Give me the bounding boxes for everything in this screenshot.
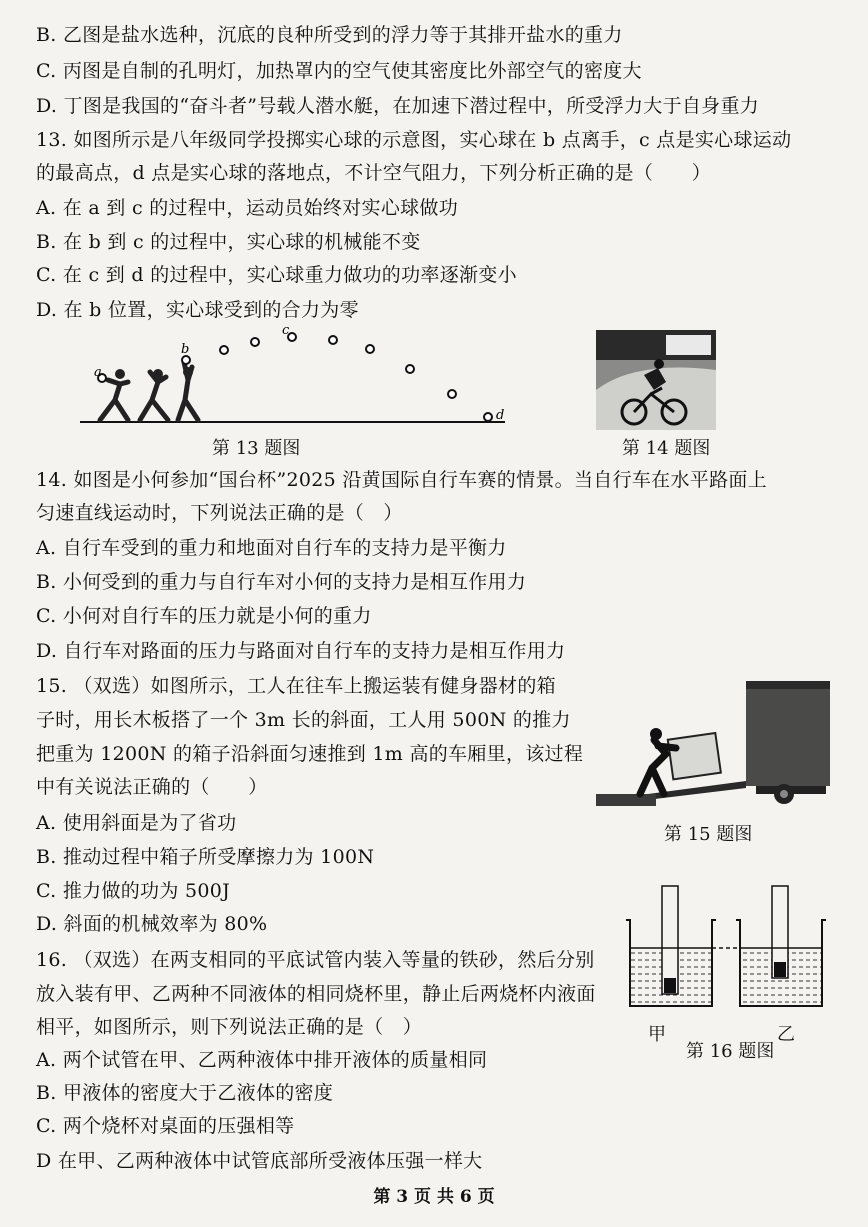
q13-option-b: B. 在 b 到 c 的过程中，实心球的机械能不变 (36, 231, 421, 253)
q14-stem-line2: 匀速直线运动时，下列说法正确的是（ ） (36, 502, 403, 524)
q16-stem-line3: 相平，如图所示，则下列说法正确的是（ ） (36, 1016, 423, 1038)
point-label-d: d (496, 408, 505, 423)
q14-option-a: A. 自行车受到的重力和地面对自行车的支持力是平衡力 (36, 537, 507, 559)
q15-option-a: A. 使用斜面是为了省功 (36, 812, 237, 834)
q15-stem-line4: 中有关说法正确的（ ） (36, 776, 268, 798)
q13-option-a: A. 在 a 到 c 的过程中，运动员始终对实心球做功 (36, 197, 459, 219)
point-label-a: a (94, 365, 102, 380)
q12-option-c: C. 丙图是自制的孔明灯，加热罩内的空气使其密度比外部空气的密度大 (36, 60, 642, 82)
q14-option-c: C. 小何对自行车的压力就是小何的重力 (36, 605, 372, 627)
q14-stem-line1: 14. 如图是小何参加“国台杯”2025 沿黄国际自行车赛的情景。当自行车在水平路面上 (36, 469, 767, 491)
q14-option-b: B. 小何受到的重力与自行车对小何的支持力是相互作用力 (36, 571, 527, 593)
q14-option-d: D. 自行车对路面的压力与路面对自行车的支持力是相互作用力 (36, 640, 566, 662)
q16-figure-caption: 第 16 题图 (686, 1041, 775, 1062)
q16-stem-line2: 放入装有甲、乙两种不同液体的相同烧杯里，静止后两烧杯内液面 (36, 983, 596, 1005)
page-footer: 第 3 页 共 6 页 (373, 1187, 495, 1207)
q12-option-b: B. 乙图是盐水选种，沉底的良种所受到的浮力等于其排开盐水的重力 (36, 24, 623, 46)
q13-figure-caption: 第 13 题图 (212, 438, 301, 459)
q16-stem-line1: 16. （双选）在两支相同的平底试管内装入等量的铁砂，然后分别 (36, 949, 595, 971)
q16-figure (616, 880, 832, 1020)
q14-photo (596, 330, 716, 430)
q13-stem-line2: 的最高点，d 点是实心球的落地点，不计空气阻力，下列分析正确的是（ ） (36, 162, 712, 184)
ball-d (484, 413, 492, 421)
beaker-label-jia: 甲 (648, 1024, 666, 1045)
q16-option-a: A. 两个试管在甲、乙两种液体中排开液体的质量相同 (36, 1049, 488, 1071)
q13-stem-line1: 13. 如图所示是八年级同学投掷实心球的示意图，实心球在 b 点离手，c 点是实心球运动 (36, 129, 792, 151)
q15-stem-line3: 把重为 1200N 的箱子沿斜面匀速推到 1m 高的车厢里，该过程 (36, 743, 584, 765)
q15-figure-caption: 第 15 题图 (664, 824, 753, 845)
q13-figure (80, 322, 520, 427)
ball-b (182, 356, 190, 364)
q13-option-c: C. 在 c 到 d 的过程中，实心球重力做功的功率逐渐变小 (36, 264, 517, 286)
point-label-b: b (181, 342, 190, 357)
q16-option-c: C. 两个烧杯对桌面的压强相等 (36, 1115, 295, 1137)
q15-figure (596, 676, 832, 806)
q15-option-c: C. 推力做的功为 500J (36, 880, 231, 902)
q15-stem-line2: 子时，用长木板搭了一个 3m 长的斜面，工人用 500N 的推力 (36, 709, 571, 731)
q16-option-b: B. 甲液体的密度大于乙液体的密度 (36, 1082, 334, 1104)
q15-option-b: B. 推动过程中箱子所受摩擦力为 100N (36, 846, 375, 868)
q15-stem-line1: 15. （双选）如图所示，工人在往车上搬运装有健身器材的箱 (36, 675, 556, 697)
point-label-c: c (282, 323, 290, 338)
q13-option-d: D. 在 b 位置，实心球受到的合力为零 (36, 299, 359, 321)
q15-option-d: D. 斜面的机械效率为 80% (36, 913, 268, 935)
q16-option-d: D 在甲、乙两种液体中试管底部所受液体压强一样大 (36, 1150, 483, 1172)
q12-option-d: D. 丁图是我国的“奋斗者”号载人潜水艇，在加速下潜过程中，所受浮力大于自身重力 (36, 95, 760, 117)
q14-figure-caption: 第 14 题图 (622, 438, 711, 459)
beaker-label-yi: 乙 (777, 1024, 795, 1045)
